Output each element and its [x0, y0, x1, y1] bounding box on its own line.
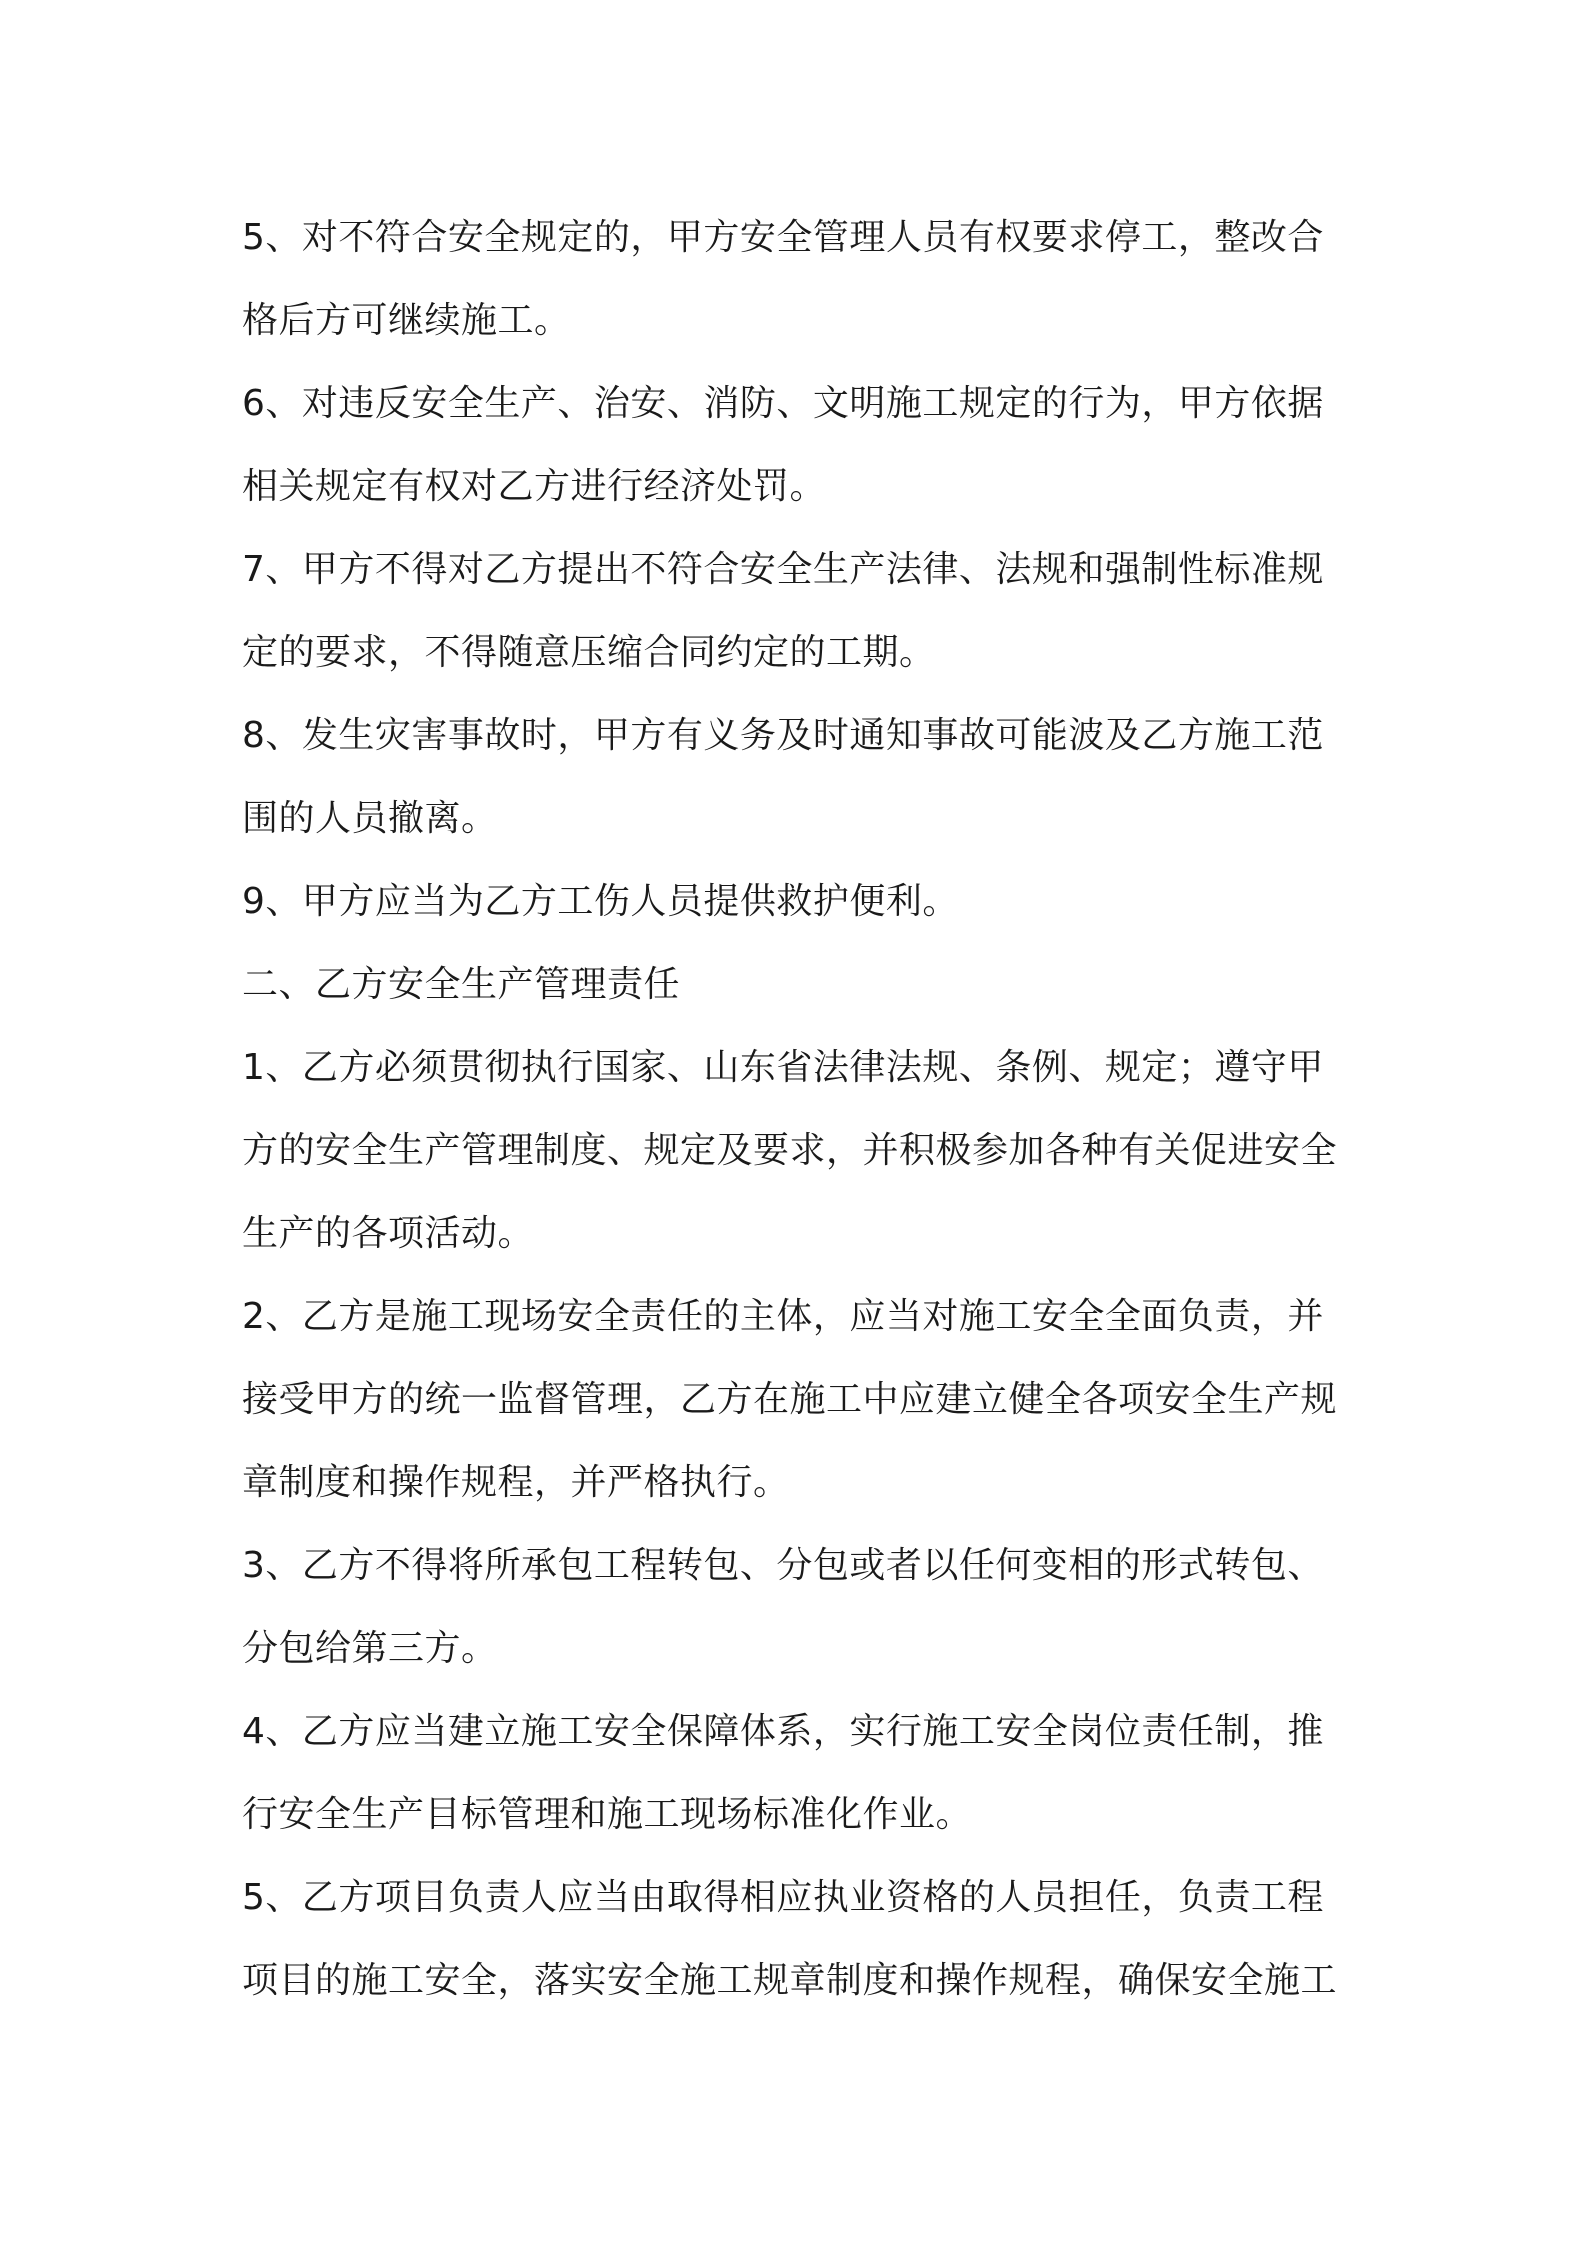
text-line: 项目的施工安全，落实安全施工规章制度和操作规程，确保安全施工	[242, 1960, 1338, 2001]
text-line: 分包给第三方。	[242, 1628, 498, 1669]
section-heading: 二、乙方安全生产管理责任	[242, 964, 681, 1005]
text-line: 6、对违反安全生产、治安、消防、文明施工规定的行为，甲方依据	[242, 383, 1324, 424]
text-line: 方的安全生产管理制度、规定及要求，并积极参加各种有关促进安全	[242, 1130, 1338, 1171]
text-line: 接受甲方的统一监督管理，乙方在施工中应建立健全各项安全生产规	[242, 1379, 1338, 1420]
text-line: 2、乙方是施工现场安全责任的主体，应当对施工安全全面负责，并	[242, 1296, 1324, 1337]
text-line: 生产的各项活动。	[242, 1213, 535, 1254]
document-body	[242, 196, 1362, 2022]
text-line: 相关规定有权对乙方进行经济处罚。	[242, 466, 827, 507]
text-line: 3、乙方不得将所承包工程转包、分包或者以任何变相的形式转包、	[242, 1545, 1324, 1586]
text-line: 定的要求，不得随意压缩合同约定的工期。	[242, 632, 936, 673]
text-line: 8、发生灾害事故时，甲方有义务及时通知事故可能波及乙方施工范	[242, 715, 1324, 756]
text-line: 围的人员撤离。	[242, 798, 498, 839]
text-line: 9、甲方应当为乙方工伤人员提供救护便利。	[242, 881, 959, 922]
text-line: 7、甲方不得对乙方提出不符合安全生产法律、法规和强制性标准规	[242, 549, 1324, 590]
text-line: 格后方可继续施工。	[242, 300, 571, 341]
text-line: 行安全生产目标管理和施工现场标准化作业。	[242, 1794, 973, 1835]
text-line: 4、乙方应当建立施工安全保障体系，实行施工安全岗位责任制，推	[242, 1711, 1324, 1752]
text-line: 5、对不符合安全规定的，甲方安全管理人员有权要求停工，整改合	[242, 217, 1324, 258]
text-line: 章制度和操作规程，并严格执行。	[242, 1462, 790, 1503]
text-line: 5、乙方项目负责人应当由取得相应执业资格的人员担任，负责工程	[242, 1877, 1324, 1918]
text-line: 1、乙方必须贯彻执行国家、山东省法律法规、条例、规定；遵守甲	[242, 1047, 1324, 1088]
